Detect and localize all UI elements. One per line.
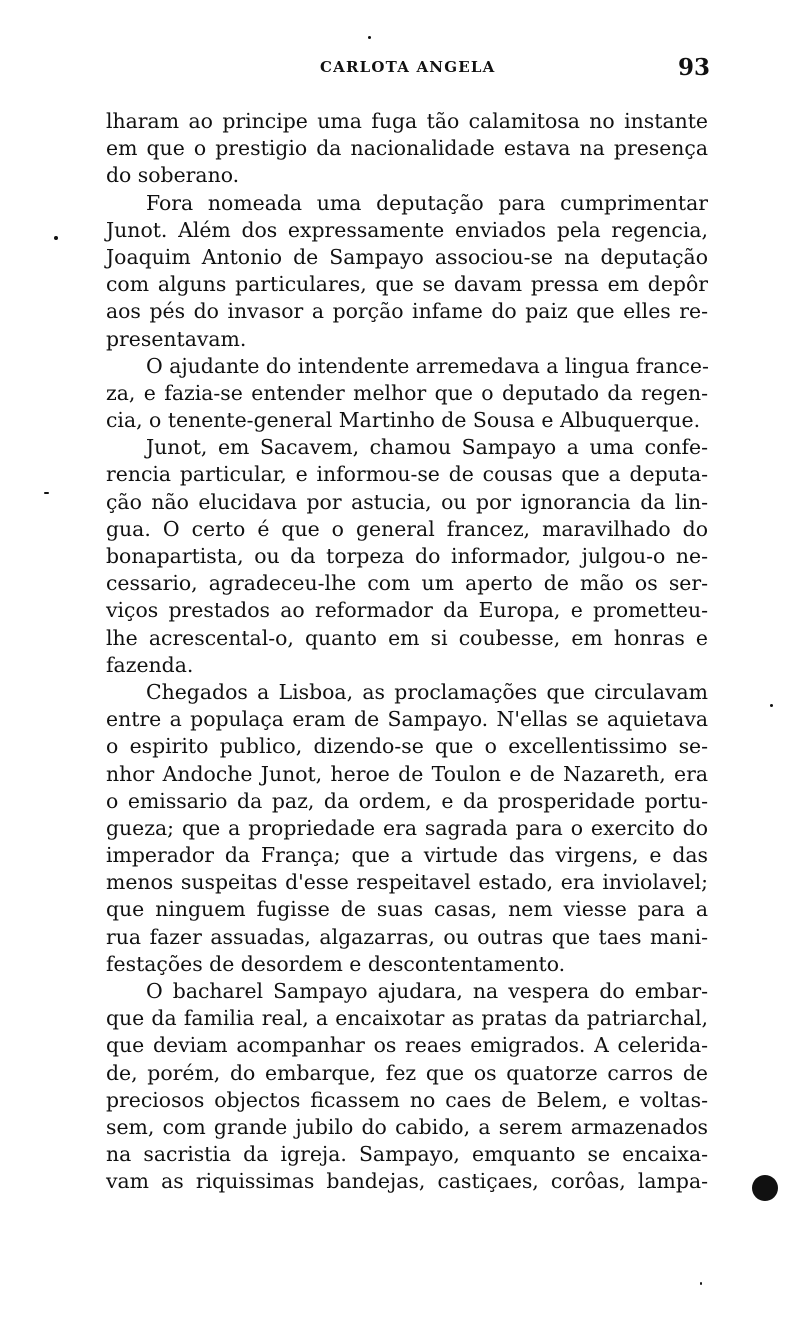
- text-line: que da familia real, a encaixotar as pratas da patriarchal,: [106, 1006, 708, 1031]
- text-line: aos pés do invasor a porção infame do paiz que elles re-: [106, 299, 708, 324]
- running-title: CARLOTA ANGELA: [320, 58, 496, 76]
- text-line: Joaquim Antonio de Sampayo associou-se na deputação: [106, 244, 708, 269]
- paragraph-start-line: Chegados a Lisboa, as proclamações que circulavam: [146, 679, 708, 704]
- text-line: rua fazer assuadas, algazarras, ou outras que taes mani-: [106, 924, 708, 949]
- paragraph-start-line: O bacharel Sampayo ajudara, na vespera do embar-: [146, 979, 708, 1003]
- text-line: gua. O certo é que o general francez, maravilhado do: [106, 516, 708, 541]
- text-line: za, e fazia-se entender melhor que o deputado da regen-: [106, 380, 708, 405]
- paragraph-start-line: O ajudante do intendente arremedava a lingua france-: [146, 353, 709, 378]
- text-line: imperador da França; que a virtude das virgens, e das: [106, 843, 708, 868]
- text-line: cessario, agradeceu-lhe com um aperto de mão os ser-: [106, 571, 708, 596]
- ink-speck: [368, 36, 371, 39]
- ink-speck: [44, 492, 49, 494]
- text-line: festações de desordem e descontentamento.: [106, 951, 566, 976]
- ink-speck: [770, 704, 773, 707]
- ink-speck: [54, 236, 58, 240]
- text-line: em que o prestigio da nacionalidade estava na presença: [106, 136, 708, 161]
- page-header: [106, 56, 712, 86]
- text-line: cia, o tenente-general Martinho de Sousa e Albuquerque.: [106, 408, 701, 433]
- text-line: entre a populaça eram de Sampayo. N'ellas se aquietava: [106, 707, 708, 732]
- ink-speck: [700, 1282, 702, 1285]
- paragraph-start-line: Junot, em Sacavem, chamou Sampayo a uma confe-: [146, 435, 708, 460]
- text-line: viços prestados ao reformador da Europa, e prometteu-: [106, 598, 708, 623]
- paragraph-start-line: Fora nomeada uma deputação para cumprimentar: [146, 190, 708, 215]
- text-line: rencia particular, e informou-se de cousas que a deputa-: [106, 462, 708, 487]
- text-line: vam as riquissimas bandejas, castiçaes, corôas, lampa-: [106, 1169, 708, 1194]
- page-number: 93: [677, 54, 710, 81]
- text-line: o emissario da paz, da ordem, e da prosperidade portu-: [106, 788, 708, 813]
- text-line: presentavam.: [106, 326, 247, 351]
- text-line: lhe acrescental-o, quanto em si coubesse, em honras e: [106, 625, 708, 650]
- text-line: que deviam acompanhar os reaes emigrados. A celerida-: [106, 1033, 708, 1058]
- text-line: nhor Andoche Junot, heroe de Toulon e de Nazareth, era: [106, 761, 708, 786]
- text-line: na sacristia da igreja. Sampayo, emquanto se encaixa-: [106, 1142, 708, 1167]
- text-line: menos suspeitas d'esse respeitavel estado, era inviolavel;: [106, 870, 708, 895]
- text-line: preciosos objectos ficassem no caes de Belem, e voltas-: [106, 1087, 708, 1112]
- text-line: de, porém, do embarque, fez que os quatorze carros de: [106, 1060, 708, 1085]
- body-text: [106, 108, 708, 1196]
- text-line: o espirito publico, dizendo-se que o excellentissimo se-: [106, 734, 708, 759]
- text-line: fazenda.: [106, 652, 194, 677]
- text-line: Junot. Além dos expressamente enviados pela regencia,: [106, 217, 708, 242]
- text-line: sem, com grande jubilo do cabido, a serem armazenados: [106, 1114, 708, 1139]
- text-line: do soberano.: [106, 163, 240, 188]
- text-line: bonapartista, ou da torpeza do informador, julgou-o ne-: [106, 544, 708, 568]
- ink-blot: [752, 1175, 778, 1201]
- text-line: gueza; que a propriedade era sagrada para o exercito do: [106, 815, 708, 840]
- text-line: que ninguem fugisse de suas casas, nem viesse para a: [106, 897, 708, 922]
- text-line: lharam ao principe uma fuga tão calamitosa no instante: [106, 109, 708, 133]
- text-line: ção não elucidava por astucia, ou por ignorancia da lin-: [106, 489, 708, 514]
- text-line: com alguns particulares, que se davam pressa em depôr: [106, 272, 708, 297]
